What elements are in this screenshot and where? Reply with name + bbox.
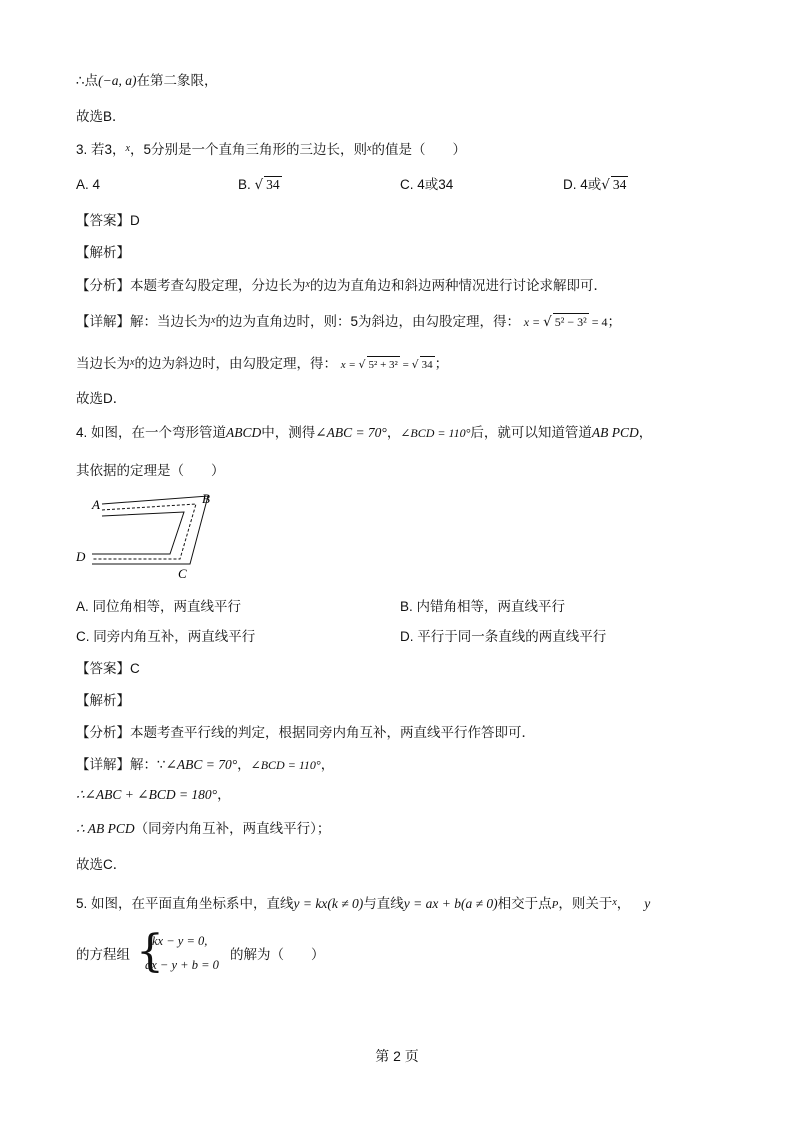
conclusion-prefix: ∴点 bbox=[76, 73, 99, 88]
question-4-stem bbox=[76, 424, 652, 442]
q3-stem-part2: ，5分别是一个直角三角形的三边长，则 bbox=[129, 142, 367, 157]
sqrt-icon: √ bbox=[411, 358, 419, 371]
q3-eq2-lhs: x = bbox=[340, 359, 359, 371]
conclusion-line-quadrant bbox=[76, 72, 217, 90]
q5-var-x: x bbox=[612, 897, 617, 908]
q5-line1-eq: y = kx(k ≠ 0) bbox=[293, 896, 364, 911]
q3-eq2-radicand2: 34 bbox=[420, 356, 435, 373]
sqrt-icon: √ bbox=[254, 177, 264, 193]
q4-step2-math: ∴∠ABC + ∠BCD = 180° bbox=[76, 787, 218, 802]
q3-option-b-label: B. bbox=[238, 177, 251, 192]
q4-option-b: B. 内错角相等，两直线平行 bbox=[400, 599, 566, 614]
q5-stem-part1: 5. 如图，在平面直角坐标系中，直线 bbox=[76, 896, 294, 911]
q3-eq1-rhs: = 4 bbox=[588, 315, 608, 329]
q3-stem-part3: 的值是（ ） bbox=[371, 142, 466, 157]
q4-xiangjie-sep: ， bbox=[237, 757, 251, 772]
q5-stem2-suffix: 的解为（ ） bbox=[230, 947, 325, 962]
q4-step2 bbox=[76, 786, 231, 804]
q4-xiangjie-angle1: ∠ABC = 70° bbox=[165, 757, 238, 772]
q5-stem-part3: 相交于点 bbox=[497, 896, 552, 911]
q3-xiangjie-line1 bbox=[76, 312, 621, 331]
q3-line2-text: 当边长为 bbox=[76, 356, 130, 371]
q3-xiangjie-text: 【详解】解：当边长为 bbox=[76, 314, 211, 329]
q3-variable-x2: x bbox=[367, 143, 372, 154]
q3-fenxi-text2: 的边为直角边和斜边两种情况进行讨论求解即可． bbox=[309, 278, 607, 293]
q5-var-y: y bbox=[644, 896, 651, 911]
q4-step2-end: ， bbox=[217, 787, 231, 802]
q4-option-d: D. 平行于同一条直线的两直线平行 bbox=[400, 629, 607, 644]
q4-xiangjie-text: 【详解】解：∵ bbox=[76, 757, 166, 772]
question-5-stem bbox=[76, 894, 650, 914]
q4-angle-abc: ∠ABC = 70° bbox=[315, 425, 387, 440]
q3-xiangjie-text2: 的边为直角边时，则：5为斜边，由勾股定理，得： bbox=[215, 314, 520, 329]
q3-stem-part1: 3. 若3， bbox=[76, 142, 126, 157]
q5-stem2-prefix: 的方程组 bbox=[76, 947, 130, 962]
q4-stem-end: ， bbox=[638, 425, 653, 440]
q4-stem-part3: 后，就可以知道管道 bbox=[470, 425, 592, 440]
fig-label-b: B bbox=[202, 491, 210, 506]
fig-label-a: A bbox=[92, 497, 100, 512]
q4-fenxi: 【分析】本题考查平行线的判定，根据同旁内角互补，两直线平行作答即可． bbox=[76, 725, 535, 740]
fig-label-d: D bbox=[76, 549, 86, 564]
q4-parallel: AB PCD bbox=[591, 425, 639, 440]
q3-eq2-end: ； bbox=[434, 356, 449, 371]
q4-step3 bbox=[76, 820, 330, 838]
q4-xiangjie-angle2: ∠BCD = 110° bbox=[250, 758, 321, 772]
brace-icon: { bbox=[136, 926, 164, 977]
conclusion-suffix: 在第二象限， bbox=[136, 73, 218, 88]
choose-b-line: 故选B． bbox=[76, 109, 126, 124]
q4-abcd: ABCD bbox=[226, 425, 262, 440]
q4-step3-math: ∴ AB PCD bbox=[76, 821, 135, 836]
point-coordinates: (−a, a) bbox=[98, 73, 137, 88]
q3-answer: 【答案】D bbox=[76, 213, 140, 228]
q3-option-d-label: D. 4或 bbox=[563, 177, 602, 192]
question-4-stem-line2: 其依据的定理是（ ） bbox=[76, 463, 225, 478]
q3-xiangjie-x: x bbox=[211, 315, 216, 326]
q3-eq1-lhs: x = bbox=[523, 315, 544, 329]
q3-fenxi-x: x bbox=[305, 279, 310, 290]
q4-stem-part2: 中，测得 bbox=[261, 425, 316, 440]
q3-eq1-radicand: 5² − 3² bbox=[554, 315, 587, 329]
q5-point-p: P bbox=[551, 899, 559, 911]
q5-sep: ， bbox=[616, 896, 631, 911]
q5-stem-part4: ，则关于 bbox=[558, 896, 613, 911]
q4-option-c: C. 同旁内角互补，两直线平行 bbox=[76, 629, 256, 644]
q3-analysis-head: 【解析】 bbox=[76, 245, 130, 260]
sqrt-icon: √ bbox=[358, 358, 366, 371]
q4-stem-part1: 4. 如图，在一个弯形管道 bbox=[76, 425, 227, 440]
sqrt-icon: √ bbox=[543, 314, 552, 330]
fig-label-c: C bbox=[178, 566, 187, 581]
q3-line2-x: x bbox=[130, 357, 135, 368]
q4-analysis-head: 【解析】 bbox=[76, 693, 130, 708]
q5-system-row2: ax − y + b = 0 bbox=[145, 958, 219, 972]
q4-xiangjie-end: ， bbox=[320, 757, 335, 772]
q3-option-c: C. 4或34 bbox=[400, 177, 454, 192]
q4-sep: ， bbox=[386, 425, 401, 440]
q4-angle-bcd: ∠BCD = 110° bbox=[400, 426, 471, 440]
q3-fenxi-text: 【分析】本题考查勾股定理，分边长为 bbox=[76, 278, 306, 293]
q3-xiangjie-line2 bbox=[76, 354, 448, 374]
q5-stem-part2: 与直线 bbox=[363, 896, 404, 911]
q3-option-b-radicand: 34 bbox=[266, 177, 280, 192]
question-3-stem bbox=[76, 140, 466, 159]
q4-answer: 【答案】C bbox=[76, 661, 140, 676]
sqrt-icon: √ bbox=[601, 177, 610, 193]
page-footer: 第 2 页 bbox=[375, 1048, 419, 1064]
pipe-figure bbox=[72, 490, 212, 585]
q3-fenxi bbox=[76, 276, 607, 295]
q4-choose: 故选C． bbox=[76, 857, 127, 872]
q3-option-d-radicand: 34 bbox=[612, 177, 627, 192]
q5-line2-eq: y = ax + b(a ≠ 0) bbox=[403, 896, 498, 911]
q3-option-d bbox=[563, 176, 628, 194]
q3-eq2-mid: = bbox=[399, 359, 412, 371]
q4-option-a: A. 同位角相等，两直线平行 bbox=[76, 599, 242, 614]
q3-eq2-radicand: 5² + 3² bbox=[367, 356, 400, 373]
q3-option-b bbox=[238, 176, 282, 194]
q3-variable-x: x bbox=[125, 143, 130, 154]
q3-eq1-end: ； bbox=[607, 314, 622, 329]
q3-choose: 故选D． bbox=[76, 391, 127, 406]
q5-system-row1: kx − y = 0, bbox=[152, 934, 208, 948]
q3-option-a: A. 4 bbox=[76, 177, 101, 192]
q4-xiangjie bbox=[76, 756, 334, 774]
q3-line2-text2: 的边为斜边时，由勾股定理，得： bbox=[134, 356, 337, 371]
q4-step3-text: （同旁内角互补，两直线平行）； bbox=[134, 821, 331, 836]
